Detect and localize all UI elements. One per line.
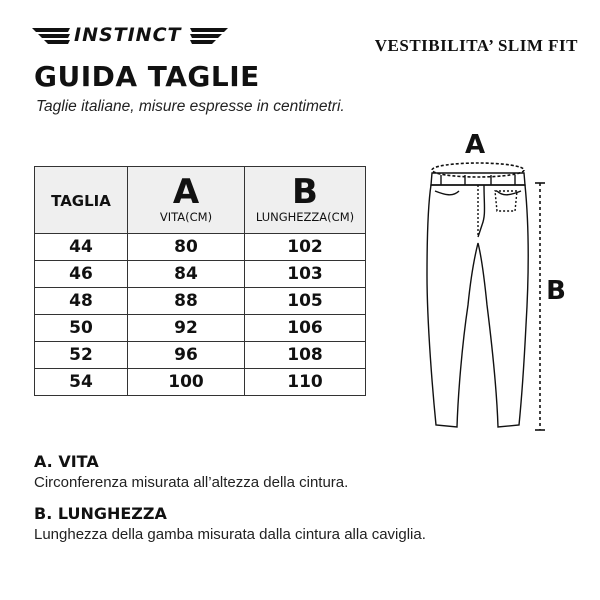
header-length-cell — [245, 167, 366, 234]
size-table — [34, 166, 366, 396]
header-length-label: LUNGHEZZA(CM) — [255, 210, 355, 224]
brand-logo — [30, 22, 230, 48]
waist-cell: 84 — [128, 261, 245, 288]
pants-diagram — [405, 125, 595, 440]
section-length-title: B. LUNGHEZZA — [34, 504, 167, 523]
size-cell: 44 — [35, 234, 128, 261]
header-size-cell — [35, 167, 128, 234]
waist-cell: 96 — [128, 342, 245, 369]
table-row — [35, 234, 366, 261]
size-cell: 46 — [35, 261, 128, 288]
length-measure-line — [535, 183, 545, 430]
pants-outline — [427, 173, 528, 427]
header-waist-letter: A — [172, 172, 200, 212]
waist-cell: 92 — [128, 315, 245, 342]
length-cell: 105 — [245, 288, 366, 315]
diagram-label-b: B — [546, 276, 566, 306]
section-waist-text: Circonferenza misurata all’altezza della cintura. — [34, 474, 349, 491]
section-waist-title: A. VITA — [34, 452, 99, 471]
waist-cell: 88 — [128, 288, 245, 315]
header-waist-cell — [128, 167, 245, 234]
table-row — [35, 315, 366, 342]
size-cell: 52 — [35, 342, 128, 369]
table-row — [35, 369, 366, 396]
waist-measure-ring — [432, 163, 524, 177]
header-waist-label: VITA(CM) — [159, 210, 213, 224]
section-length-text: Lunghezza della gamba misurata dalla cintura alla caviglia. — [34, 526, 426, 543]
diagram-label-a: A — [464, 130, 486, 160]
length-cell: 102 — [245, 234, 366, 261]
waist-cell: 80 — [128, 234, 245, 261]
table-row — [35, 342, 366, 369]
length-cell: 103 — [245, 261, 366, 288]
page-subtitle: Taglie italiane, misure espresse in centimetri. — [36, 98, 345, 115]
header-size-label: TAGLIA — [51, 191, 111, 210]
table-row — [35, 261, 366, 288]
table-row — [35, 288, 366, 315]
table-header-row — [35, 167, 366, 234]
brand-name: INSTINCT — [74, 24, 182, 46]
fit-label: VESTIBILITA’ SLIM FIT — [374, 36, 578, 55]
length-cell: 110 — [245, 369, 366, 396]
size-cell: 54 — [35, 369, 128, 396]
header-length-letter: B — [292, 172, 318, 212]
size-cell: 50 — [35, 315, 128, 342]
length-cell: 108 — [245, 342, 366, 369]
waist-cell: 100 — [128, 369, 245, 396]
size-cell: 48 — [35, 288, 128, 315]
length-cell: 106 — [245, 315, 366, 342]
page-title: GUIDA TAGLIE — [34, 60, 260, 93]
